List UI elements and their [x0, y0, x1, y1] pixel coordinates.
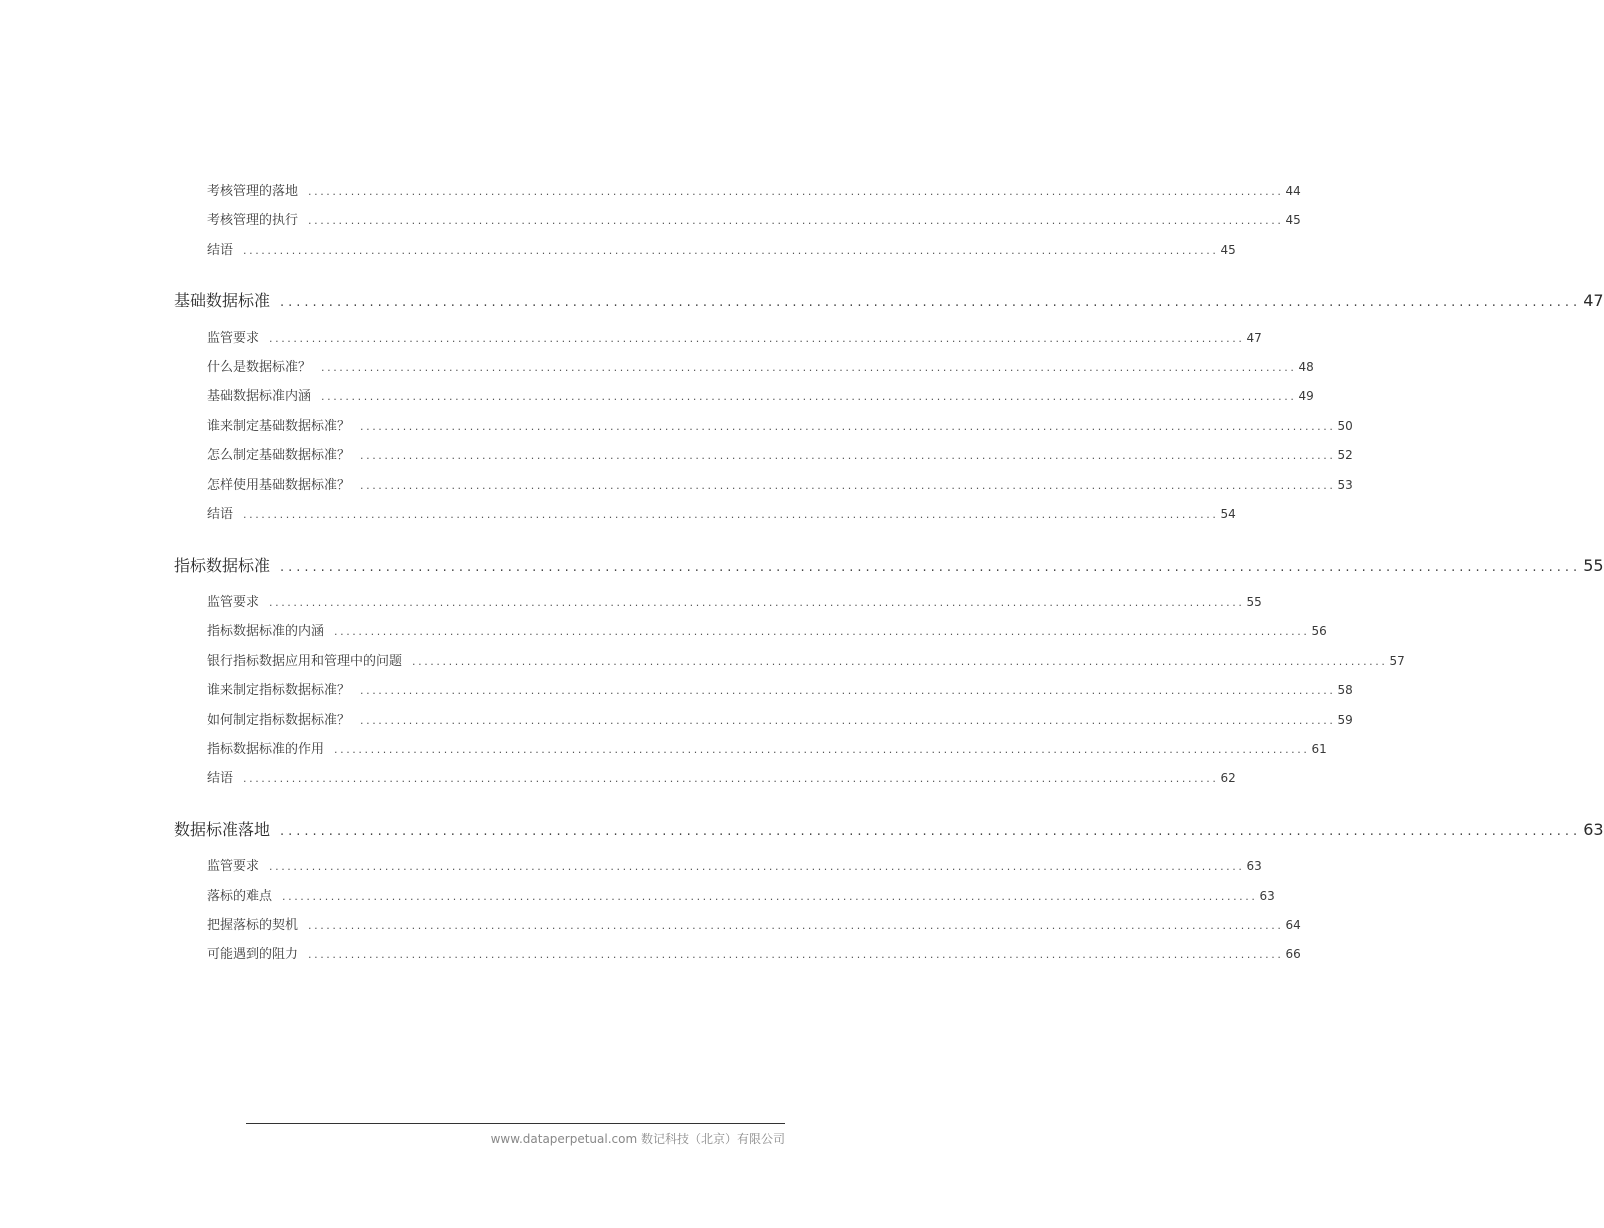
toc-entry-page: 56: [1311, 624, 1327, 638]
toc-entry-title: 怎么制定基础数据标准？: [207, 448, 351, 463]
toc-entry-page: 63: [1583, 820, 1604, 839]
toc-entry-title: 考核管理的落地: [207, 184, 299, 199]
toc-entry-title: 谁来制定指标数据标准？: [207, 683, 351, 698]
toc-leader-dots: ................................................................................................................................................................: [360, 420, 1336, 433]
toc-entry: [207, 650, 1405, 669]
toc-section-heading: [174, 817, 1604, 840]
toc-entry-title: 监管要求: [207, 859, 260, 874]
toc-entry: [207, 385, 1314, 404]
toc-leader-dots: ................................................................................................................................................................: [334, 743, 1310, 756]
toc-entry-title: 银行指标数据应用和管理中的问题: [207, 654, 403, 669]
toc-entry-page: 47: [1246, 331, 1262, 345]
toc-entry-page: 47: [1583, 291, 1604, 310]
toc-entry-page: 64: [1285, 918, 1301, 932]
toc-leader-dots: ................................................................................................................................................................: [269, 860, 1245, 873]
toc-leader-dots: ................................................................................................................................................................: [321, 361, 1297, 374]
toc-leader-dots: ................................................................................................................................................................: [321, 390, 1297, 403]
toc-leader-dots: ................................................................................................................................................................: [360, 449, 1336, 462]
toc-entry-title: 基础数据标准: [174, 291, 271, 310]
toc-entry: [207, 767, 1236, 786]
toc-entry-page: 55: [1246, 595, 1262, 609]
toc-entry: [207, 356, 1314, 375]
toc-leader-dots: ................................................................................................................................................................: [308, 948, 1284, 961]
toc-entry-page: 58: [1337, 683, 1353, 697]
toc-entry: [207, 444, 1353, 463]
toc-entry: [207, 474, 1353, 493]
toc-section-heading: [174, 553, 1604, 576]
toc-entry: [207, 943, 1301, 962]
toc-entry: [207, 738, 1327, 757]
toc-entry-page: 48: [1298, 360, 1314, 374]
toc-leader-dots: ................................................................................................................................................................: [269, 332, 1245, 345]
toc-entry: [207, 709, 1353, 728]
toc-leader-dots: ................................................................................................................................................................: [282, 890, 1258, 903]
toc-entry-page: 61: [1311, 742, 1327, 756]
toc-entry-title: 监管要求: [207, 595, 260, 610]
toc-entry-title: 怎样使用基础数据标准？: [207, 478, 351, 493]
toc-entry: [207, 591, 1262, 610]
toc-entry-page: 45: [1285, 213, 1301, 227]
toc-entry-page: 62: [1220, 771, 1236, 785]
toc-entry-page: 52: [1337, 448, 1353, 462]
toc-entry-page: 44: [1285, 184, 1301, 198]
toc-entry-title: 结语: [207, 507, 234, 522]
toc-entry-title: 结语: [207, 771, 234, 786]
toc-entry-page: 55: [1583, 556, 1604, 575]
toc-entry: [207, 679, 1353, 698]
toc-leader-dots: ................................................................................................................................................................: [308, 185, 1284, 198]
footer-publisher: www.dataperpetual.com 数记科技（北京）有限公司: [490, 1132, 785, 1146]
toc-entry-title: 谁来制定基础数据标准？: [207, 419, 351, 434]
toc-leader-dots: ................................................................................................................................................................: [243, 508, 1219, 521]
toc-leader-dots: ................................................................................................................................................................: [243, 772, 1219, 785]
toc-leader-dots: ................................................................................................................................................................: [308, 214, 1284, 227]
toc-entry-title: 指标数据标准的内涵: [207, 624, 325, 639]
toc-entry-title: 把握落标的契机: [207, 918, 299, 933]
toc-leader-dots: ................................................................................................................................................................: [280, 295, 1582, 310]
toc-entry-title: 监管要求: [207, 331, 260, 346]
toc-entry-page: 66: [1285, 947, 1301, 961]
toc-entry-title: 指标数据标准: [174, 556, 271, 575]
toc-entry-page: 50: [1337, 419, 1353, 433]
toc-entry-title: 可能遇到的阻力: [207, 947, 299, 962]
toc-entry-page: 53: [1337, 478, 1353, 492]
toc-entry-page: 59: [1337, 713, 1353, 727]
toc-entry-title: 数据标准落地: [174, 820, 271, 839]
toc-entry-page: 45: [1220, 243, 1236, 257]
toc-leader-dots: ................................................................................................................................................................: [334, 625, 1310, 638]
toc-entry: [207, 855, 1262, 874]
toc-entry-page: 54: [1220, 507, 1236, 521]
toc-leader-dots: ................................................................................................................................................................: [412, 655, 1388, 668]
toc-entry: [207, 327, 1262, 346]
toc-entry: [207, 239, 1236, 258]
toc-entry-page: 63: [1259, 889, 1275, 903]
toc-leader-dots: ................................................................................................................................................................: [360, 684, 1336, 697]
toc-entry: [207, 180, 1301, 199]
toc-entry: [207, 209, 1301, 228]
toc-entry-title: 结语: [207, 243, 234, 258]
footer-divider: [246, 1123, 785, 1124]
toc-entry: [207, 503, 1236, 522]
toc-leader-dots: ................................................................................................................................................................: [308, 919, 1284, 932]
toc-leader-dots: ................................................................................................................................................................: [360, 714, 1336, 727]
toc-leader-dots: ................................................................................................................................................................: [269, 596, 1245, 609]
toc-entry-title: 考核管理的执行: [207, 213, 299, 228]
toc-section-heading: [174, 288, 1604, 311]
toc-entry-page: 49: [1298, 389, 1314, 403]
toc-entry-title: 落标的难点: [207, 889, 273, 904]
toc-entry-title: 基础数据标准内涵: [207, 389, 312, 404]
toc-entry: [207, 885, 1275, 904]
toc-entry: [207, 620, 1327, 639]
toc-entry-page: 63: [1246, 859, 1262, 873]
toc-entry-title: 如何制定指标数据标准？: [207, 713, 351, 728]
toc-entry-title: 指标数据标准的作用: [207, 742, 325, 757]
toc-entry: [207, 415, 1353, 434]
toc-leader-dots: ................................................................................................................................................................: [243, 244, 1219, 257]
toc-entry-title: 什么是数据标准？: [207, 360, 312, 375]
toc-entry-page: 57: [1389, 654, 1405, 668]
toc-leader-dots: ................................................................................................................................................................: [280, 560, 1582, 575]
toc-leader-dots: ................................................................................................................................................................: [360, 479, 1336, 492]
toc-entry: [207, 914, 1301, 933]
toc-leader-dots: ................................................................................................................................................................: [280, 824, 1582, 839]
